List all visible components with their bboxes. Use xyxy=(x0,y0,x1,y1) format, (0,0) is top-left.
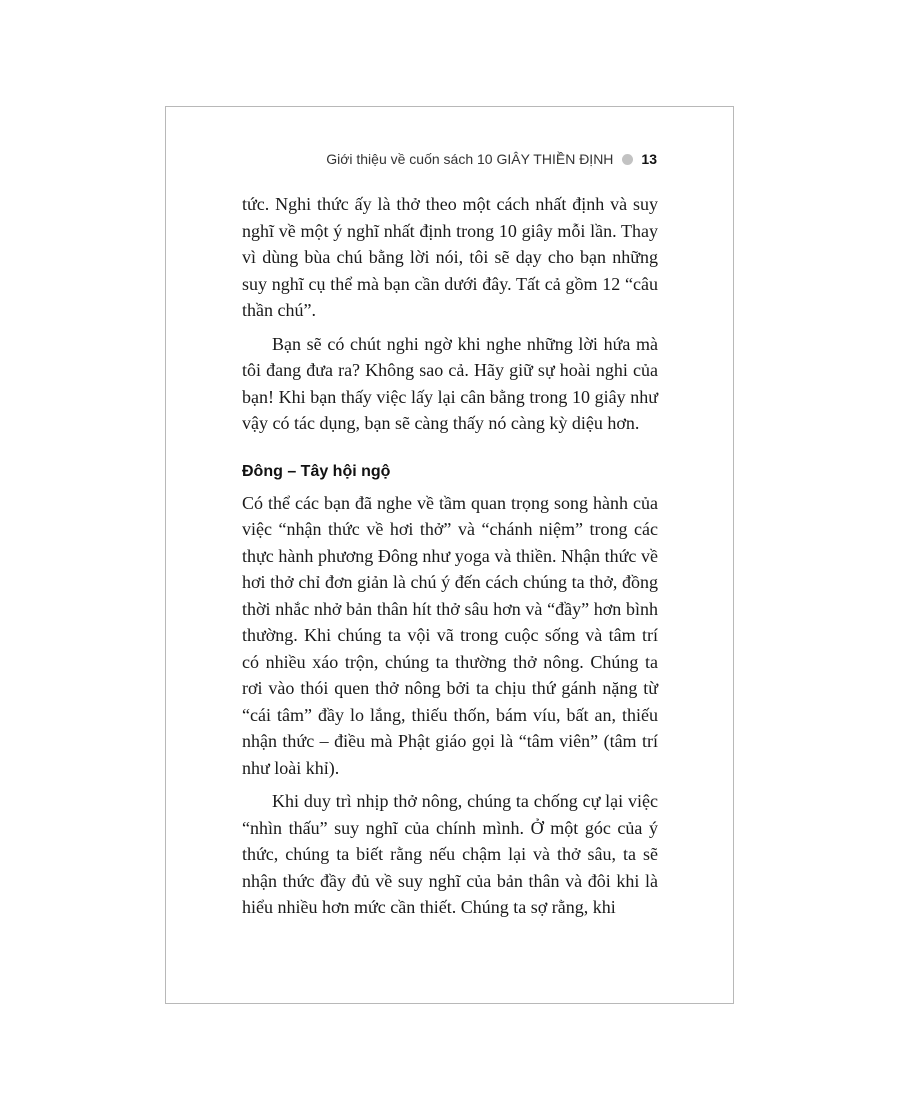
paragraph: Có thể các bạn đã nghe về tầm quan trọng song hành của việc “nhận thức về hơi thở” và “chánh niệm” trong các thực hành phương Đông như yoga và thiền. Nhận thức về hơi thở chỉ đơn giản là chú ý đến cách chúng ta thở, đồng thời nhắc nhở bản thân hít thở sâu hơn và “đầy” hơn bình thường. Khi chúng ta vội vã trong cuộc sống và tâm trí có nhiều xáo trộn, chúng ta thường thở nông. Chúng ta rơi vào thói quen thở nông bởi ta chịu thứ gánh nặng từ “cái tâm” đầy lo lắng, thiếu thốn, bám víu, bất an, thiếu nhận thức – điều mà Phật giáo gọi là “tâm viên” (tâm trí như loài khỉ). xyxy=(242,492,658,778)
header-dot-ornament xyxy=(622,154,633,165)
running-header xyxy=(326,151,657,167)
section-heading: Đông – Tây hội ngộ xyxy=(242,462,391,480)
page-number: 13 xyxy=(641,151,657,167)
running-title: Giới thiệu về cuốn sách 10 GIÂY THIỀN ĐỊNH xyxy=(326,151,614,167)
paragraph: Khi duy trì nhịp thở nông, chúng ta chống cự lại việc “nhìn thấu” suy nghĩ của chính mình. Ở một góc của ý thức, chúng ta biết rằng nếu chậm lại và thở sâu, ta sẽ nhận thức đầy đủ về suy nghĩ của bản thân và đôi khi là hiểu nhiều hơn mức cần thiết. Chúng ta sợ rằng, khi xyxy=(242,791,658,917)
book-page xyxy=(165,106,734,1004)
body-text xyxy=(242,191,658,928)
paragraph-continued: tức. Nghi thức ấy là thở theo một cách nhất định và suy nghĩ về một ý nghĩ nhất định trong 10 giây mỗi lần. Thay vì dùng bùa chú bằng lời nói, tôi sẽ dạy cho bạn những suy nghĩ cụ thể mà bạn cần dưới đây. Tất cả gồm 12 “câu thần chú”. xyxy=(242,194,658,320)
paragraph: Bạn sẽ có chút nghi ngờ khi nghe những lời hứa mà tôi đang đưa ra? Không sao cả. Hãy giữ sự hoài nghi của bạn! Khi bạn thấy việc lấy lại cân bằng trong 10 giây như vậy có tác dụng, bạn sẽ càng thấy nó càng kỳ diệu hơn. xyxy=(242,333,658,433)
